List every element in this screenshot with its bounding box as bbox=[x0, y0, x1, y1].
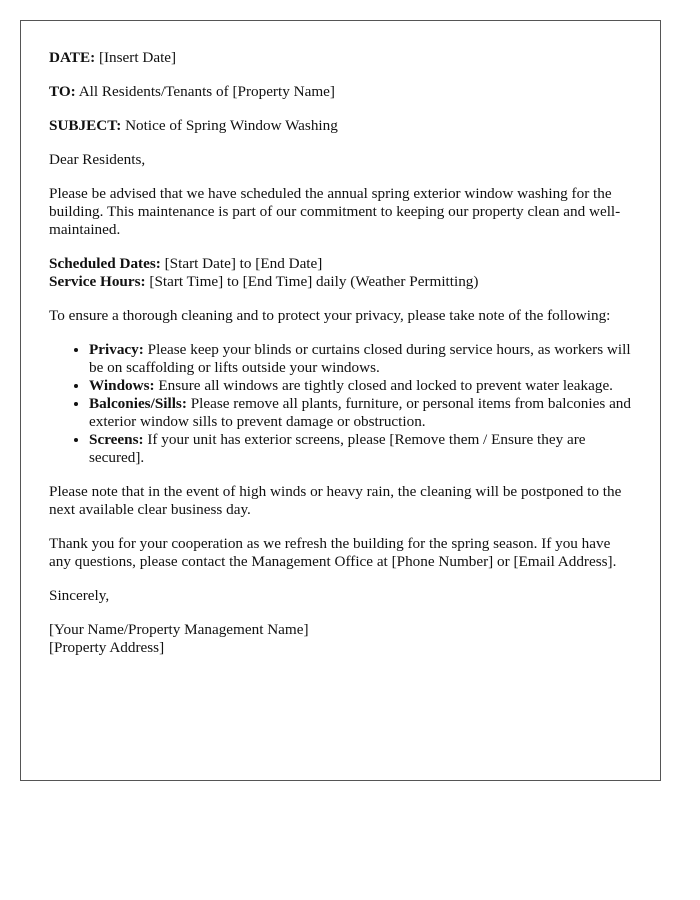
to-line bbox=[49, 83, 632, 101]
date-value: [Insert Date] bbox=[98, 49, 177, 66]
subject-line bbox=[49, 117, 632, 135]
instruction-text-screens: If your unit has exterior screens, please [Remove them / Ensure they are secured]. bbox=[89, 431, 586, 466]
thanks-paragraph: Thank you for your cooperation as we refresh the building for the spring season. If you have any questions, please contact the Management Office at [Phone Number] or [Email Address]. bbox=[49, 535, 617, 570]
subject-label: SUBJECT: bbox=[49, 117, 122, 134]
list-item bbox=[89, 377, 632, 395]
list-item bbox=[89, 341, 632, 377]
date-line bbox=[49, 49, 632, 67]
signature-address: [Property Address] bbox=[49, 639, 165, 656]
scheduled-dates-label: Scheduled Dates: bbox=[49, 255, 161, 272]
service-hours-line bbox=[49, 273, 478, 290]
closing: Sincerely, bbox=[49, 587, 110, 604]
instructions-list bbox=[49, 341, 632, 467]
list-item bbox=[89, 395, 632, 431]
instruction-label-windows: Windows: bbox=[89, 377, 155, 394]
signature-block bbox=[49, 621, 632, 657]
date-label: DATE: bbox=[49, 49, 96, 66]
instructions-intro: To ensure a thorough cleaning and to protect your privacy, please take note of the following: bbox=[49, 307, 611, 324]
subject-value: Notice of Spring Window Washing bbox=[125, 117, 338, 134]
scheduled-dates-line bbox=[49, 255, 322, 272]
salutation: Dear Residents, bbox=[49, 151, 146, 168]
weather-note: Please note that in the event of high winds or heavy rain, the cleaning will be postponed to the next available clear business day. bbox=[49, 483, 622, 518]
instruction-text-privacy: Please keep your blinds or curtains closed during service hours, as workers will be on scaffolding or lifts outside your windows. bbox=[89, 341, 631, 376]
instruction-label-balconies: Balconies/Sills: bbox=[89, 395, 187, 412]
instruction-label-screens: Screens: bbox=[89, 431, 144, 448]
to-label: TO: bbox=[49, 83, 76, 100]
schedule-block bbox=[49, 255, 632, 291]
instruction-text-windows: Ensure all windows are tightly closed and locked to prevent water leakage. bbox=[158, 377, 613, 394]
instruction-label-privacy: Privacy: bbox=[89, 341, 144, 358]
list-item bbox=[89, 431, 632, 467]
service-hours-label: Service Hours: bbox=[49, 273, 146, 290]
service-hours-value: [Start Time] to [End Time] daily (Weather Permitting) bbox=[149, 273, 479, 290]
letter-page bbox=[20, 20, 661, 781]
instruction-text-balconies: Please remove all plants, furniture, or personal items from balconies and exterior window sills to prevent damage or obstruction. bbox=[89, 395, 631, 430]
scheduled-dates-value: [Start Date] to [End Date] bbox=[164, 255, 323, 272]
intro-paragraph: Please be advised that we have scheduled the annual spring exterior window washing for the building. This maintenance is part of our commitment to keeping our property clean and well-maintained. bbox=[49, 185, 621, 238]
signature-name: [Your Name/Property Management Name] bbox=[49, 621, 309, 638]
to-value: All Residents/Tenants of [Property Name] bbox=[78, 83, 335, 100]
